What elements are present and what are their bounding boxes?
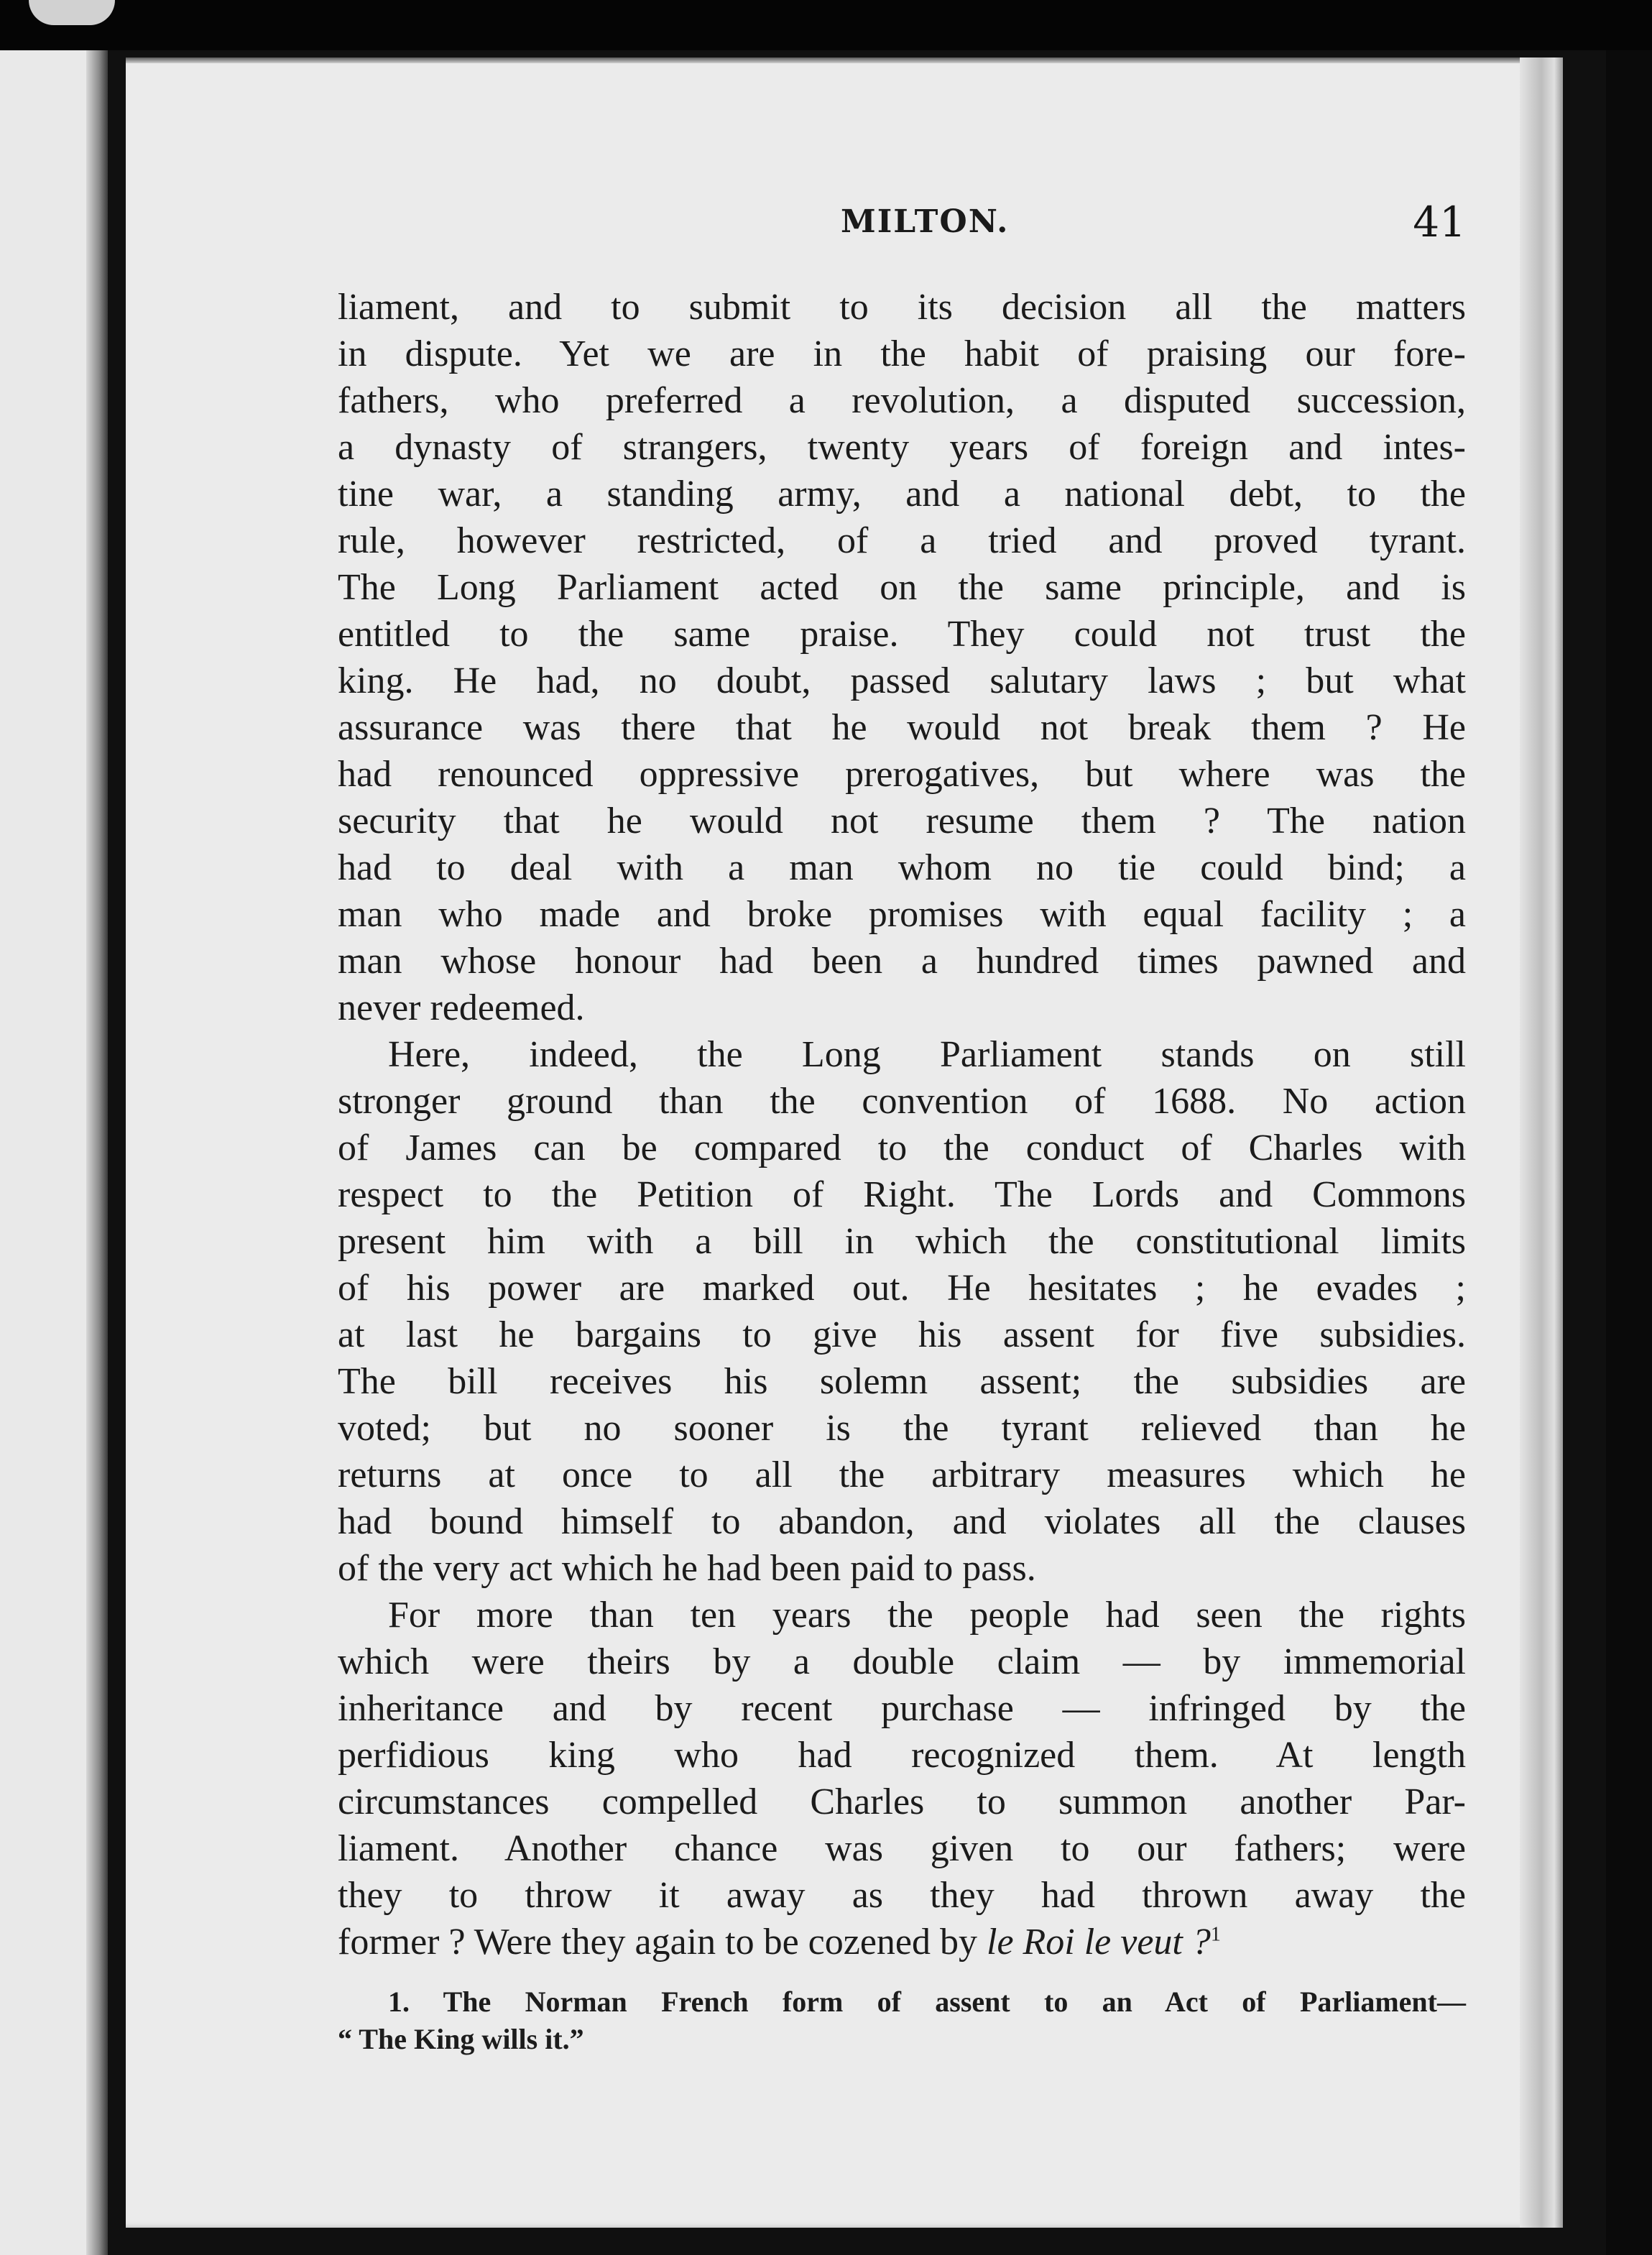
facing-page-edge [0, 50, 108, 2255]
page-number: 41 [1413, 198, 1466, 246]
text-line: a dynasty of strangers, twenty years of foreign and intes- [338, 427, 1466, 468]
paragraph-2 [338, 1031, 1466, 1592]
scan-right-border [1606, 50, 1652, 2255]
text-line: tine war, a standing army, and a national debt, to the [338, 474, 1466, 515]
text-line: entitled to the same praise. They could not trust the [338, 614, 1466, 655]
footnote-line: 1. The Norman French form of assent to an Act of Parliament— [388, 1986, 1466, 2018]
running-title: MILTON. [841, 203, 1010, 240]
text-line: of James can be compared to the conduct of Charles with [338, 1128, 1466, 1168]
paragraph-3 [338, 1592, 1466, 1965]
text-line: security that he would not resume them ? The nation [338, 801, 1466, 841]
last-line-text: former ? Were they again to be cozened by [338, 1922, 987, 1963]
text-line: For more than ten years the people had seen the rights [388, 1595, 1466, 1636]
footnote-marker: 1 [1210, 1923, 1221, 1946]
text-line: never redeemed. [338, 987, 585, 1028]
text-line: at last he bargains to give his assent for five subsidies. [338, 1314, 1466, 1355]
text-line: in dispute. Yet we are in the habit of praising our fore- [338, 333, 1466, 374]
text-line: king. He had, no doubt, passed salutary laws ; but what [338, 660, 1466, 701]
footnote [338, 1983, 1466, 2058]
scan-smudge [29, 0, 115, 25]
text-line: which were theirs by a double claim — by immemorial [338, 1641, 1466, 1682]
text-line: they to throw it away as they had thrown away the [338, 1875, 1466, 1916]
text-line: of his power are marked out. He hesitates ; he evades ; [338, 1268, 1466, 1309]
scan-top-border [0, 0, 1652, 50]
text-line: man who made and broke promises with equal facility ; a [338, 894, 1466, 935]
text-line: rule, however restricted, of a tried and proved tyrant. [338, 520, 1466, 561]
text-line: man whose honour had been a hundred times pawned and [338, 941, 1466, 982]
text-line: voted; but no sooner is the tyrant relieved than he [338, 1408, 1466, 1449]
running-head [338, 198, 1466, 255]
page-top-edge [126, 57, 1563, 63]
text-line: perfidious king who had recognized them. At length [338, 1735, 1466, 1776]
text-line: circumstances compelled Charles to summon another Par- [338, 1781, 1466, 1822]
body-text [338, 284, 1466, 1965]
text-line: inheritance and by recent purchase — infringed by the [338, 1688, 1466, 1729]
text-line: liament, and to submit to its decision all the matters [338, 287, 1466, 328]
text-line-last [338, 1919, 1466, 1965]
page-right-edge [1520, 57, 1563, 2228]
text-line: had renounced oppressive prerogatives, but where was the [338, 754, 1466, 795]
text-line: The bill receives his solemn assent; the subsidies are [338, 1361, 1466, 1402]
text-line: stronger ground than the convention of 1688. No action [338, 1081, 1466, 1122]
text-line: liament. Another chance was given to our fathers; were [338, 1828, 1466, 1869]
text-line: The Long Parliament acted on the same principle, and is [338, 567, 1466, 608]
italic-phrase: le Roi le veut ? [987, 1922, 1211, 1963]
text-line: had bound himself to abandon, and violates all the clauses [338, 1501, 1466, 1542]
text-line: assurance was there that he would not break them ? He [338, 707, 1466, 748]
text-line: present him with a bill in which the constitutional limits [338, 1221, 1466, 1262]
paragraph-1 [338, 284, 1466, 1031]
footnote-line: “ The King wills it.” [338, 2023, 584, 2055]
text-line: returns at once to all the arbitrary measures which he [338, 1454, 1466, 1495]
text-line: fathers, who preferred a revolution, a disputed succession, [338, 380, 1466, 421]
text-line: of the very act which he had been paid to pass. [338, 1548, 1036, 1589]
text-line: respect to the Petition of Right. The Lords and Commons [338, 1174, 1466, 1215]
text-line: Here, indeed, the Long Parliament stands on still [388, 1034, 1466, 1075]
page-gutter [86, 50, 108, 2255]
text-line: had to deal with a man whom no tie could bind; a [338, 847, 1466, 888]
